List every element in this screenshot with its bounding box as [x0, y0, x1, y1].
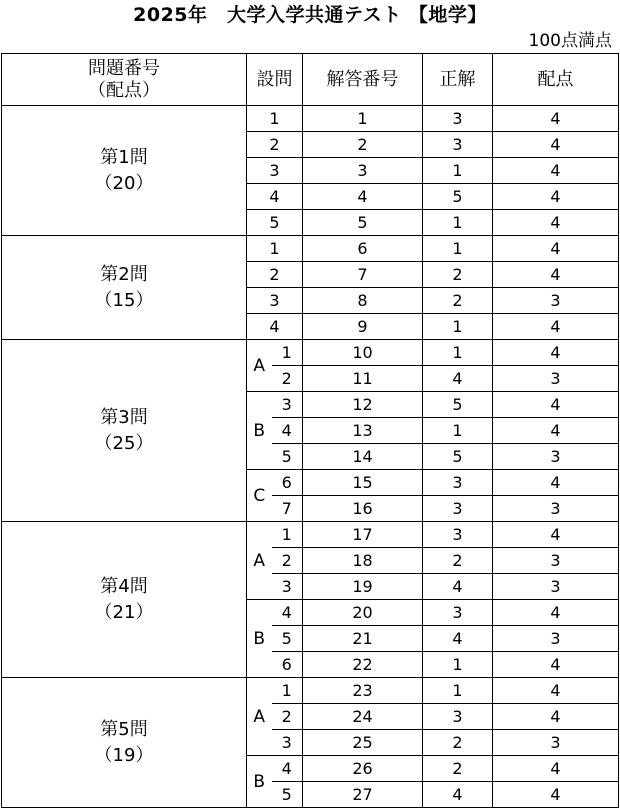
- problem-label: 第4問: [100, 575, 148, 597]
- answer-number: 6: [303, 236, 423, 262]
- question-number: 5: [272, 626, 303, 652]
- correct-answer: 3: [423, 470, 493, 496]
- problem-label: 第3問: [100, 406, 148, 428]
- question-number: 1: [247, 236, 303, 262]
- question-number: 3: [272, 392, 303, 418]
- correct-answer: 4: [423, 626, 493, 652]
- question-number: 5: [272, 782, 303, 808]
- correct-answer: 2: [423, 262, 493, 288]
- correct-answer: 2: [423, 548, 493, 574]
- table-row: [2, 522, 619, 548]
- answer-number: 1: [303, 106, 423, 132]
- correct-answer: 3: [423, 496, 493, 522]
- answer-number: 2: [303, 132, 423, 158]
- correct-answer: 5: [423, 392, 493, 418]
- question-number: 2: [247, 262, 303, 288]
- table-row: [2, 236, 619, 262]
- table-row: [2, 678, 619, 704]
- answer-number: 26: [303, 756, 423, 782]
- answer-number: 4: [303, 184, 423, 210]
- correct-answer: 2: [423, 288, 493, 314]
- problem-cell-3: [2, 340, 247, 522]
- row-points: 4: [493, 262, 619, 288]
- question-number: 3: [247, 158, 303, 184]
- subsection-label: B: [247, 392, 272, 470]
- correct-answer: 2: [423, 756, 493, 782]
- row-points: 4: [493, 158, 619, 184]
- subsection-label: C: [247, 470, 272, 522]
- row-points: 4: [493, 340, 619, 366]
- answer-number: 17: [303, 522, 423, 548]
- question-number: 2: [272, 704, 303, 730]
- row-points: 4: [493, 522, 619, 548]
- header-points: 配点: [493, 54, 619, 106]
- correct-answer: 1: [423, 418, 493, 444]
- answer-number: 15: [303, 470, 423, 496]
- subsection-label: A: [247, 678, 272, 756]
- row-points: 3: [493, 366, 619, 392]
- question-number: 6: [272, 652, 303, 678]
- answer-number: 11: [303, 366, 423, 392]
- question-number: 1: [272, 678, 303, 704]
- answer-number: 12: [303, 392, 423, 418]
- header-problem-line2: （配点）: [88, 79, 160, 101]
- row-points: 4: [493, 106, 619, 132]
- correct-answer: 1: [423, 236, 493, 262]
- total-points-label: 100点満点: [528, 31, 612, 51]
- question-number: 4: [247, 184, 303, 210]
- problem-cell-5: [2, 678, 247, 808]
- answer-number: 18: [303, 548, 423, 574]
- answer-table: [1, 53, 619, 808]
- question-number: 1: [247, 106, 303, 132]
- answer-number: 8: [303, 288, 423, 314]
- question-number: 1: [272, 522, 303, 548]
- header-problem: [2, 54, 247, 106]
- correct-answer: 1: [423, 314, 493, 340]
- answer-number: 21: [303, 626, 423, 652]
- answer-number: 7: [303, 262, 423, 288]
- question-number: 4: [247, 314, 303, 340]
- question-number: 4: [272, 600, 303, 626]
- correct-answer: 1: [423, 678, 493, 704]
- answer-number: 10: [303, 340, 423, 366]
- row-points: 4: [493, 236, 619, 262]
- question-number: 5: [247, 210, 303, 236]
- problem-points: （15）: [94, 289, 154, 311]
- question-number: 3: [247, 288, 303, 314]
- table-row: [2, 340, 619, 366]
- question-number: 5: [272, 444, 303, 470]
- row-points: 4: [493, 314, 619, 340]
- problem-cell-2: [2, 236, 247, 340]
- row-points: 3: [493, 548, 619, 574]
- row-points: 3: [493, 288, 619, 314]
- row-points: 4: [493, 392, 619, 418]
- row-points: 4: [493, 756, 619, 782]
- header-correct: 正解: [423, 54, 493, 106]
- row-points: 3: [493, 574, 619, 600]
- correct-answer: 3: [423, 106, 493, 132]
- answer-number: 23: [303, 678, 423, 704]
- question-number: 2: [247, 132, 303, 158]
- correct-answer: 2: [423, 730, 493, 756]
- row-points: 4: [493, 678, 619, 704]
- question-number: 7: [272, 496, 303, 522]
- row-points: 3: [493, 496, 619, 522]
- correct-answer: 3: [423, 522, 493, 548]
- row-points: 3: [493, 730, 619, 756]
- row-points: 4: [493, 704, 619, 730]
- problem-label: 第5問: [100, 718, 148, 740]
- answer-number: 5: [303, 210, 423, 236]
- question-number: 2: [272, 366, 303, 392]
- question-number: 3: [272, 730, 303, 756]
- problem-points: （20）: [94, 172, 154, 194]
- problem-points: （21）: [94, 601, 154, 623]
- row-points: 4: [493, 470, 619, 496]
- question-number: 6: [272, 470, 303, 496]
- subsection-label: A: [247, 340, 272, 392]
- answer-number: 9: [303, 314, 423, 340]
- problem-points: （19）: [94, 744, 154, 766]
- row-points: 4: [493, 652, 619, 678]
- answer-number: 24: [303, 704, 423, 730]
- question-number: 1: [272, 340, 303, 366]
- correct-answer: 5: [423, 444, 493, 470]
- problem-cell-1: [2, 106, 247, 236]
- correct-answer: 3: [423, 600, 493, 626]
- correct-answer: 1: [423, 158, 493, 184]
- subsection-label: B: [247, 756, 272, 808]
- header-answer-number: 解答番号: [303, 54, 423, 106]
- table-row: [2, 106, 619, 132]
- correct-answer: 4: [423, 574, 493, 600]
- answer-number: 16: [303, 496, 423, 522]
- question-number: 4: [272, 418, 303, 444]
- question-number: 3: [272, 574, 303, 600]
- correct-answer: 1: [423, 210, 493, 236]
- answer-number: 20: [303, 600, 423, 626]
- row-points: 4: [493, 210, 619, 236]
- header-question: 設問: [247, 54, 303, 106]
- row-points: 4: [493, 418, 619, 444]
- page-title: 2025年 大学入学共通テスト 【地学】: [133, 4, 487, 26]
- answer-number: 14: [303, 444, 423, 470]
- header-row: [2, 54, 619, 106]
- row-points: 4: [493, 600, 619, 626]
- correct-answer: 4: [423, 782, 493, 808]
- answer-number: 13: [303, 418, 423, 444]
- answer-number: 19: [303, 574, 423, 600]
- problem-points: （25）: [94, 432, 154, 454]
- correct-answer: 1: [423, 340, 493, 366]
- answer-number: 3: [303, 158, 423, 184]
- question-number: 4: [272, 756, 303, 782]
- row-points: 3: [493, 626, 619, 652]
- header-problem-line1: 問題番号: [88, 57, 160, 79]
- answer-number: 22: [303, 652, 423, 678]
- problem-cell-4: [2, 522, 247, 678]
- problem-label: 第1問: [100, 146, 148, 168]
- correct-answer: 5: [423, 184, 493, 210]
- correct-answer: 1: [423, 652, 493, 678]
- row-points: 4: [493, 782, 619, 808]
- question-number: 2: [272, 548, 303, 574]
- row-points: 4: [493, 132, 619, 158]
- answer-number: 27: [303, 782, 423, 808]
- row-points: 4: [493, 184, 619, 210]
- row-points: 3: [493, 444, 619, 470]
- subsection-label: A: [247, 522, 272, 600]
- correct-answer: 3: [423, 132, 493, 158]
- correct-answer: 4: [423, 366, 493, 392]
- correct-answer: 3: [423, 704, 493, 730]
- problem-label: 第2問: [100, 263, 148, 285]
- answer-number: 25: [303, 730, 423, 756]
- subsection-label: B: [247, 600, 272, 678]
